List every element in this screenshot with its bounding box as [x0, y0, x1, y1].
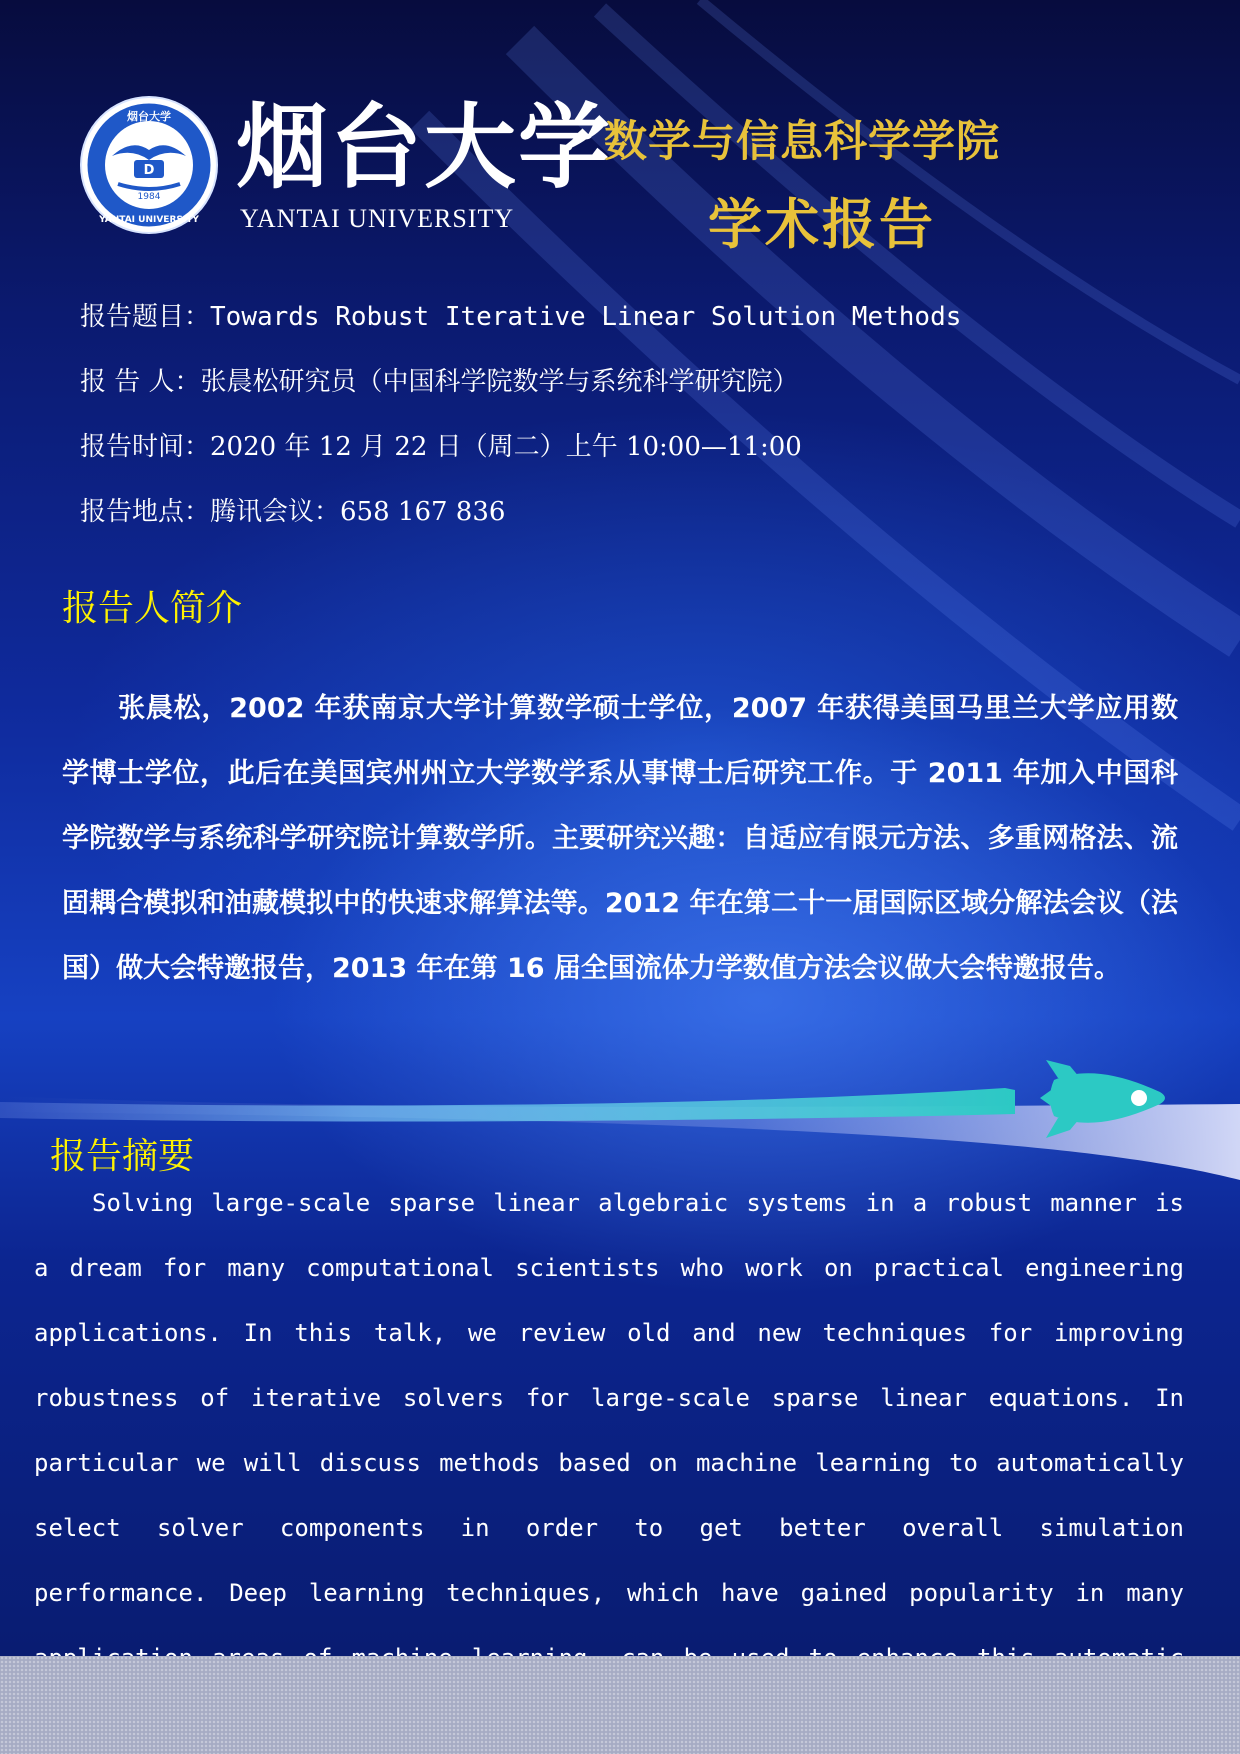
info-topic: [80, 296, 961, 333]
abstract-heading: 报告摘要: [50, 1136, 195, 1177]
info-time: [80, 426, 802, 463]
abstract-text: Solving large-scale sparse linear algebraic systems in a robust manner is a dream for many computational scientists who work on practical engineering applications. In this talk, we review old and new techniques for improving robustness of iterative solvers for large-scale sparse linear equations. In particular we will discuss methods based on machine learning to automatically select solver components in order to get better overall simulation performance. Deep learning techniques, which have gained popularity in many: [34, 1189, 1184, 1607]
swoosh-trail: [0, 1088, 1015, 1121]
info-label: 报告时间：: [80, 432, 211, 462]
info-location: [80, 491, 505, 528]
logo-ring-text: YANTAI UNIVERSITY: [99, 215, 199, 225]
info-label: 报 告 人：: [80, 367, 201, 397]
info-label: 报告地点：: [80, 497, 211, 527]
info-value: 张晨松研究员（中国科学院数学与系统科学研究院）: [200, 367, 799, 397]
info-value: 腾讯会议：658 167 836: [210, 497, 506, 527]
university-name-en: YANTAI UNIVERSITY: [240, 204, 515, 233]
logo-year: 1984: [137, 192, 161, 202]
info-speaker: [80, 361, 799, 398]
bio-heading: 报告人简介: [62, 588, 243, 629]
college-name: 数学与信息科学学院: [604, 117, 1000, 167]
info-value: Towards Robust Iterative Linear Solution Methods: [210, 302, 962, 332]
info-value: 2020 年 12 月 22 日（周二）上午 10:00—11:00: [210, 432, 802, 462]
info-label: 报告题目：: [80, 302, 211, 332]
university-name-cn: 烟台大学: [236, 93, 613, 201]
university-logo: [82, 98, 216, 232]
logo-seal-text: 烟台大学: [127, 110, 171, 123]
report-title: 学术报告: [708, 193, 936, 256]
bio-text: 张晨松，2002 年获南京大学计算数学硕士学位，2007 年获得美国马里兰大学应用数学博士学位，此后在美国宾州州立大学数学系从事博士后研究工作。于 2011 年加入中国科学院数学与系统科学研究院计算数学所。主要研究兴趣：自适应有限元方法、多重网格法、流固耦合模拟和油藏模拟中的快速求解算法等。2012 年在第二十一届国际区域分解法会议（法国）做大会特邀报告，2013 年在第 16 届全国流体力学数值方法会议做大会特邀报告。: [62, 693, 1178, 984]
bottom-scan-band: [0, 1656, 1240, 1754]
svg-text:D: D: [143, 163, 155, 178]
